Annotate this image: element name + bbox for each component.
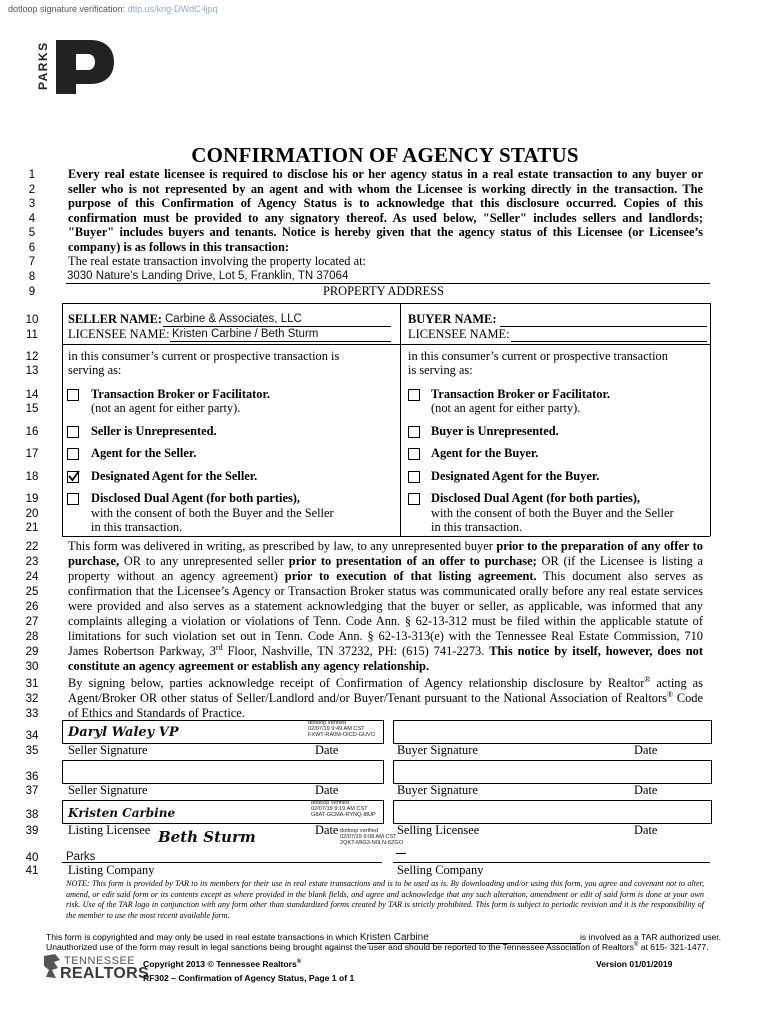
logo-text: PARKS bbox=[36, 41, 50, 90]
line-number: 13 bbox=[25, 365, 39, 377]
body-line-32 bbox=[68, 691, 703, 705]
seller-option-dual-agent: Disclosed Dual Agent (for both parties), bbox=[91, 491, 301, 505]
checkmark-icon bbox=[67, 469, 81, 483]
seller-option-dual-agent-line-2: with the consent of both the Buyer and the Seller bbox=[91, 505, 334, 520]
line-number: 5 bbox=[28, 227, 36, 239]
body-line-24-c: This document also serves as bbox=[536, 569, 704, 583]
body-line-32-b: Code bbox=[673, 691, 703, 705]
property-address-value[interactable]: 3030 Nature's Landing Drive, Lot 5, Franklin, TN 37064 bbox=[67, 270, 349, 282]
body-line-23 bbox=[68, 554, 703, 568]
verification-label: dotloop signature verification: bbox=[8, 4, 126, 14]
line-number: 12 bbox=[25, 351, 39, 363]
buyer-option-transaction-broker-sub: (not an agent for either party). bbox=[431, 401, 581, 415]
body-line-22-b: prior to the preparation of any offer to bbox=[496, 539, 703, 553]
buyer-licensee-label: LICENSEE NAME: bbox=[408, 327, 510, 341]
seller-option-agent: Agent for the Seller. bbox=[91, 446, 197, 460]
intro-line-5: "Buyer" includes buyers and tenants. Notice is hereby given that the agency status of this Licensee (or Licensee’s bbox=[68, 225, 703, 239]
buyer-option-dual-agent-line-3: in this transaction. bbox=[431, 520, 523, 534]
buyer-name-line bbox=[500, 326, 707, 327]
reg-mark: ® bbox=[666, 689, 674, 699]
line-number: 40 bbox=[25, 852, 39, 864]
intro-line-6: company) is as follows in this transaction: bbox=[68, 239, 289, 254]
seller-signature-label-2: Seller Signature bbox=[68, 783, 148, 797]
checkbox-seller-transaction-broker[interactable] bbox=[67, 389, 79, 401]
body-line-32-a: Agent/Broker OR other status of Seller/Landlord and/or Buyer/Tenant pursuant to the National Association of Realtors bbox=[68, 691, 667, 705]
footer-version: Version 01/01/2019 bbox=[596, 959, 673, 969]
checkbox-buyer-transaction-broker[interactable] bbox=[408, 389, 420, 401]
seller-licensee-line bbox=[170, 341, 391, 342]
line-number: 7 bbox=[28, 256, 36, 268]
selling-licensee-field[interactable] bbox=[393, 800, 712, 824]
footer-line-1-a: This form is copyrighted and may only be used in real estate transactions in which bbox=[46, 932, 358, 942]
seller-name-value[interactable]: Carbine & Associates, LLC bbox=[165, 313, 302, 325]
dotloop-stamp-2-line-2: 02/07/19 9:19 AM CST bbox=[311, 806, 368, 813]
buyer-signature-label-1: Buyer Signature bbox=[397, 743, 478, 757]
line-number: 30 bbox=[25, 661, 39, 673]
body-line-29-sup: rd bbox=[215, 642, 223, 652]
parks-logo-icon bbox=[54, 38, 116, 96]
checkbox-seller-agent[interactable] bbox=[67, 448, 79, 460]
line-number: 22 bbox=[25, 541, 39, 553]
seller-licensee-value[interactable]: Kristen Carbine / Beth Sturm bbox=[172, 328, 319, 340]
body-line-24-b: prior to execution of that listing agreement. bbox=[284, 569, 537, 583]
line-number: 38 bbox=[25, 809, 39, 821]
intro-line-2: seller who is not represented by an agent and with whom the Licensee is working directly in the transaction. The bbox=[68, 181, 703, 196]
table-right-rule bbox=[710, 303, 711, 536]
seller-name-label: SELLER NAME: bbox=[68, 312, 162, 326]
body-line-29-a: James Robertson Parkway, 3 bbox=[68, 644, 216, 658]
buyer-consumer-line-1: in this consumer’s current or prospective transaction bbox=[408, 349, 668, 363]
checkbox-seller-designated-agent[interactable] bbox=[67, 471, 79, 483]
buyer-option-transaction-broker: Transaction Broker or Facilitator. bbox=[431, 387, 610, 401]
line-number: 28 bbox=[25, 631, 39, 643]
listing-company-value[interactable]: Parks bbox=[66, 851, 96, 863]
intro-line-1: Every real estate licensee is required to disclose his or her agency status in a real estate transaction to any buyer or bbox=[68, 167, 703, 181]
line-number: 34 bbox=[25, 730, 39, 742]
body-line-25: confirmation that the Licensee’s Agency or Transaction Broker status was communicated orally before any real estate services bbox=[68, 584, 703, 598]
body-line-22 bbox=[68, 539, 703, 553]
table-left-rule bbox=[62, 303, 63, 536]
date-label-5: Date bbox=[315, 823, 339, 837]
seller-consumer-line-2: serving as: bbox=[68, 363, 122, 377]
body-line-26: were provided and also serves as a statement acknowledging that the buyer or seller, as applicable, was informed that any bbox=[68, 599, 703, 613]
dotloop-stamp-1-line-2: 02/07/19 9:49 AM CST bbox=[308, 726, 365, 733]
body-line-23-a: purchase, bbox=[68, 554, 120, 568]
body-line-29 bbox=[68, 644, 703, 658]
body-line-28: limitations for such violation set out in Tenn. Code Ann. § 62-13-313(e) with the Tennessee Real Estate Commission, 710 bbox=[68, 629, 703, 643]
date-label-1: Date bbox=[315, 743, 339, 757]
body-line-23-d: OR (if the Licensee is listing a bbox=[536, 554, 703, 568]
seller-signature-field-2[interactable] bbox=[62, 760, 384, 784]
date-label-3: Date bbox=[315, 783, 339, 797]
line-number: 9 bbox=[28, 286, 36, 298]
buyer-signature-label-2: Buyer Signature bbox=[397, 783, 478, 797]
checkbox-seller-unrepresented[interactable] bbox=[67, 426, 79, 438]
line-number: 2 bbox=[28, 183, 36, 196]
buyer-name-label: BUYER NAME: bbox=[408, 312, 497, 326]
line-number: 10 bbox=[25, 314, 39, 326]
dotloop-stamp-2-line-1: dotloop verified bbox=[311, 800, 349, 806]
listing-licensee-label: Listing Licensee bbox=[68, 823, 151, 837]
line-number: 8 bbox=[28, 271, 36, 283]
dotloop-stamp-3 bbox=[340, 828, 403, 847]
tennessee-realtors-logo-icon bbox=[42, 953, 62, 981]
seller-consumer-line-1: in this consumer’s current or prospective transaction is bbox=[68, 349, 340, 363]
dotloop-verification bbox=[8, 4, 218, 14]
listing-company-label: Listing Company bbox=[68, 863, 155, 877]
body-line-33: of Ethics and Standards of Practice. bbox=[68, 706, 245, 720]
body-line-31 bbox=[68, 676, 703, 690]
table-top-rule bbox=[62, 303, 710, 304]
dotloop-stamp-2-line-3: G8AT-GCMA-RYNQ-I8UP bbox=[311, 812, 376, 819]
body-line-24 bbox=[68, 569, 703, 583]
line-number: 1 bbox=[28, 169, 36, 181]
body-line-29-c: This notice by itself, however, does not bbox=[489, 644, 703, 658]
checkbox-buyer-dual-agent[interactable] bbox=[408, 493, 420, 505]
date-label-6: Date bbox=[634, 823, 658, 837]
dotloop-stamp-3-line-2: 02/07/19 9:08 AM CST bbox=[340, 834, 397, 841]
dotloop-stamp-3-line-3: 2QKT-MIG3-N0LN-8ZGO bbox=[340, 840, 404, 847]
footer-copyright-text: Copyright 2013 © Tennessee Realtors bbox=[143, 959, 297, 969]
line-number: 27 bbox=[25, 616, 39, 628]
intro-line-3: purpose of this Confirmation of Agency Status is to acknowledge that this disclosure occurred. Copies of this bbox=[68, 196, 703, 210]
footer-line-2-a: Unauthorized use of the form may result in legal sanctions being brought against the user and should be reported to the Tennessee Association of Realtors bbox=[46, 942, 634, 952]
buyer-signature-field-1[interactable] bbox=[393, 720, 712, 744]
line-number: 24 bbox=[25, 571, 39, 583]
body-line-23-c: prior to presentation of an offer to purchase; bbox=[288, 554, 537, 568]
line-number: 3 bbox=[28, 198, 36, 210]
body-line-29-b: Floor, Nashville, TN 37232, PH: (615) 741-2273. bbox=[222, 644, 490, 658]
footer-authorized-user[interactable]: Kristen Carbine bbox=[359, 932, 429, 943]
parks-logo-text bbox=[36, 36, 50, 92]
seller-signature-script-1: Daryl Waley VP bbox=[68, 725, 179, 740]
checkbox-buyer-designated-agent[interactable] bbox=[408, 471, 420, 483]
line-number: 41 bbox=[25, 865, 39, 877]
tennessee-realtors-logo-line-2: REALTORS bbox=[60, 965, 149, 982]
checkbox-buyer-agent[interactable] bbox=[408, 448, 420, 460]
seller-option-unrepresented: Seller is Unrepresented. bbox=[91, 424, 217, 438]
table-middle-rule bbox=[400, 303, 401, 536]
line-number: 18 bbox=[25, 471, 39, 483]
footer-copyright-line-2 bbox=[46, 942, 709, 952]
buyer-option-unrepresented: Buyer is Unrepresented. bbox=[431, 424, 559, 438]
buyer-signature-field-2[interactable] bbox=[393, 760, 712, 784]
listing-licensee-signature-script: Beth Sturm bbox=[158, 828, 256, 846]
reg-mark: ® bbox=[296, 959, 302, 966]
footer-line-1-b: is involved as a TAR authorized user. bbox=[580, 932, 722, 942]
dotloop-stamp-2 bbox=[311, 800, 376, 819]
intro-line-7: The real estate transaction involving the property located at: bbox=[68, 254, 366, 268]
line-number: 19 bbox=[25, 493, 39, 505]
line-number: 4 bbox=[28, 212, 36, 225]
seller-option-transaction-broker-sub: (not an agent for either party). bbox=[91, 401, 241, 415]
body-line-23-b: OR to any unrepresented seller bbox=[119, 554, 289, 568]
checkbox-buyer-unrepresented[interactable] bbox=[408, 426, 420, 438]
date-label-4: Date bbox=[634, 783, 658, 797]
line-number: 31 bbox=[25, 678, 39, 690]
line-number: 6 bbox=[28, 241, 36, 254]
line-number: 21 bbox=[25, 522, 39, 534]
footer-line-2-b: at 615- 321-1477. bbox=[638, 942, 709, 952]
seller-signature-label-1: Seller Signature bbox=[68, 743, 148, 757]
intro-line-4: confirmation must be provided to any signatory thereof. As used below, "Seller" includes sellers and landlords; bbox=[68, 210, 703, 225]
line-number: 37 bbox=[25, 785, 39, 797]
selling-company-label: Selling Company bbox=[397, 863, 484, 877]
selling-licensee-label: Selling Licensee bbox=[397, 823, 480, 837]
page-title: CONFIRMATION OF AGENCY STATUS bbox=[191, 143, 579, 167]
line-number: 14 bbox=[25, 389, 39, 401]
dotloop-stamp-1-line-1: dotloop verified bbox=[308, 720, 346, 726]
seller-option-dual-agent-line-3: in this transaction. bbox=[91, 520, 183, 534]
line-number: 35 bbox=[25, 745, 39, 757]
listing-licensee-script: Kristen Carbine bbox=[68, 806, 176, 820]
dotloop-stamp-1 bbox=[308, 720, 375, 739]
body-line-31-a: By signing below, parties acknowledge receipt of Confirmation of Agency relationship disclosure by Realtor bbox=[68, 676, 645, 690]
checkbox-seller-dual-agent[interactable] bbox=[67, 493, 79, 505]
line-number: 36 bbox=[25, 771, 39, 783]
buyer-option-designated-agent: Designated Agent for the Buyer. bbox=[431, 469, 600, 483]
body-line-24-a: property without an agency agreement) bbox=[68, 569, 285, 583]
line-number: 29 bbox=[25, 646, 39, 658]
property-address-label: PROPERTY ADDRESS bbox=[323, 284, 445, 298]
buyer-option-dual-agent-line-2: with the consent of both the Buyer and the Seller bbox=[431, 505, 674, 520]
buyer-consumer-line-2: is serving as: bbox=[408, 363, 473, 377]
footer-form-id: RF302 – Confirmation of Agency Status, Page 1 of 1 bbox=[143, 973, 355, 983]
buyer-option-dual-agent: Disclosed Dual Agent (for both parties), bbox=[431, 491, 641, 505]
body-line-31-b: acting as bbox=[650, 676, 703, 690]
line-number: 20 bbox=[25, 507, 39, 520]
line-number: 33 bbox=[25, 708, 39, 720]
dotloop-stamp-1-line-3: FXWT-RA0M-OICD-GUVO bbox=[308, 732, 376, 739]
buyer-option-agent: Agent for the Buyer. bbox=[431, 446, 539, 460]
selling-company-dash bbox=[396, 853, 406, 854]
dotloop-stamp-3-line-1: dotloop verified bbox=[340, 828, 378, 834]
date-label-2: Date bbox=[634, 743, 658, 757]
body-line-27: complaints alleging a violation or violations of Tenn. Code Ann. § 62-13-312 must be filed within the applicable statute of bbox=[68, 614, 703, 628]
line-number: 15 bbox=[25, 403, 39, 415]
seller-option-designated-agent: Designated Agent for the Seller. bbox=[91, 469, 258, 483]
form-note: NOTE: This form is provided by TAR to its members for their use in real estate transactions and is to be used as is. By downloading and/or using this form, you agree and covenant not to alter, amend, or edit said form or its contents except as where provided in the blank fields, and agree and acknowledge that any such alteration, amendment or edit of said form is done at your own risk. Use of the TAR logo in conjunction with any form other than standardized forms created by TAR is strictly prohibited. This form is subject to periodic revision and it is the responsibility of the member to use the most recent available form. bbox=[66, 879, 704, 920]
reg-mark: ® bbox=[633, 942, 639, 949]
line-number: 32 bbox=[25, 693, 39, 705]
seller-licensee-label: LICENSEE NAME: bbox=[68, 327, 170, 341]
line-number: 23 bbox=[25, 556, 39, 568]
line-number: 11 bbox=[26, 329, 38, 341]
table-bottom-rule bbox=[62, 536, 710, 537]
line-number: 26 bbox=[25, 601, 39, 613]
footer-copyright bbox=[143, 959, 301, 969]
line-number: 25 bbox=[25, 586, 39, 598]
body-line-22-a: This form was delivered in writing, as prescribed by law, to any unrepresented buyer bbox=[68, 539, 497, 553]
line-number: 16 bbox=[25, 426, 39, 438]
buyer-licensee-line bbox=[511, 341, 707, 342]
line-number: 39 bbox=[25, 825, 39, 837]
reg-mark: ® bbox=[644, 674, 651, 684]
body-line-30: constitute an agency agreement or establish any agency relationship. bbox=[68, 659, 430, 673]
table-name-rule bbox=[62, 344, 710, 345]
seller-option-transaction-broker: Transaction Broker or Facilitator. bbox=[91, 387, 270, 401]
verification-link[interactable]: dtlp.us/krig-DWdC-ljpq bbox=[127, 4, 218, 14]
tennessee-realtors-logo-line-1: TENNESSEE bbox=[64, 955, 136, 967]
line-number: 17 bbox=[25, 448, 39, 460]
